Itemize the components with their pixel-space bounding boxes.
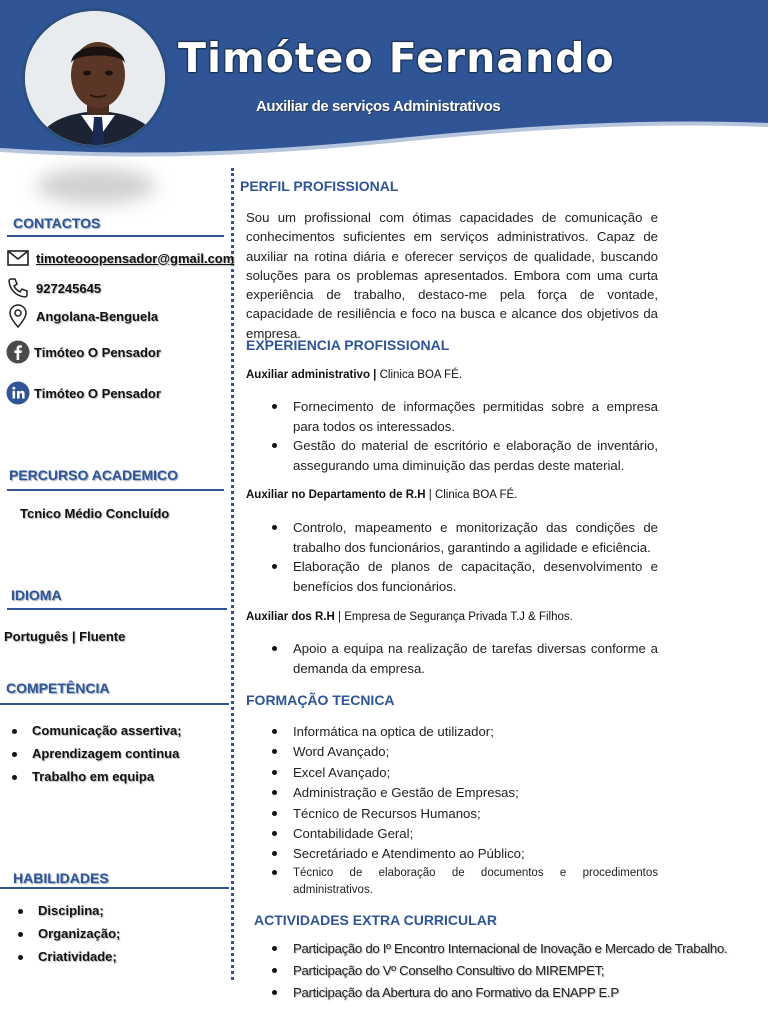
job-company: | Clinica BOA FÉ. xyxy=(425,489,518,501)
training-item: Informática na optica de utilizador; xyxy=(272,722,658,742)
job-company: | Empresa de Segurança Privada T.J & Filhos. xyxy=(334,611,573,623)
training-item: Excel Avançado; xyxy=(272,763,658,783)
training-item: Administração e Gestão de Empresas; xyxy=(272,783,658,803)
job-title: Auxiliar de serviços Administrativos xyxy=(256,98,501,115)
profile-heading: PERFIL PROFISSIONAL xyxy=(240,178,399,194)
decorative-blur xyxy=(36,168,156,204)
job-bullet: Fornecimento de informações permitidas sobre a empresa para todos os interessados. xyxy=(272,397,658,436)
contact-email[interactable] xyxy=(6,246,234,270)
language-value: Português | Fluente xyxy=(4,629,126,644)
competence-rule xyxy=(0,703,229,705)
extra-item: Participação do Vº Conselho Consultivo do MIREMPET; xyxy=(272,960,742,982)
job-3-bullets xyxy=(272,639,658,678)
extra-list xyxy=(272,938,742,1004)
job-role: Auxiliar no Departamento de R.H xyxy=(246,489,426,501)
job-2-title xyxy=(246,489,517,501)
training-heading: FORMAÇÃO TECNICA xyxy=(246,692,395,708)
envelope-icon xyxy=(6,246,30,270)
competence-heading: COMPETÊNCIA xyxy=(6,680,110,696)
column-divider xyxy=(231,168,234,980)
facebook-name[interactable]: Timóteo O Pensador xyxy=(34,344,161,360)
profile-photo xyxy=(22,8,168,148)
contact-phone xyxy=(6,276,101,300)
competence-item: Trabalho em equipa xyxy=(8,769,182,792)
training-item: Secretáriado e Atendimento ao Público; xyxy=(272,844,658,864)
job-bullet: Apoio a equipa na realização de tarefas diversas conforme a demanda da empresa. xyxy=(272,639,658,678)
contact-location xyxy=(6,304,158,328)
extra-item: Participação do Iº Encontro Internacional de Inovação e Mercado de Trabalho. xyxy=(272,938,742,960)
email-link[interactable]: timoteooopensador@gmail.com xyxy=(36,250,235,266)
job-3-title xyxy=(246,611,573,623)
header-banner xyxy=(0,0,768,165)
linkedin-name[interactable]: Timóteo O Pensador xyxy=(34,385,161,401)
location-text: Angolana-Benguela xyxy=(36,308,159,324)
language-heading: IDIOMA xyxy=(11,587,62,603)
competence-item: Aprendizagem continua xyxy=(8,746,182,769)
skills-rule xyxy=(0,887,229,889)
job-bullet: Gestão do material de escritório e elaboração de inventário, assegurando uma diminuição das perdas deste material. xyxy=(272,436,658,475)
phone-number: 927245645 xyxy=(36,280,102,296)
training-item: Contabilidade Geral; xyxy=(272,824,658,844)
job-1-bullets xyxy=(272,397,658,475)
extra-heading: ACTIVIDADES EXTRA CURRICULAR xyxy=(254,912,497,928)
contacts-heading: CONTACTOS xyxy=(13,215,101,231)
academic-heading: PERCURSO ACADEMICO xyxy=(9,467,179,483)
training-item: Técnico de Recursos Humanos; xyxy=(272,804,658,824)
job-role: Auxiliar dos R.H xyxy=(246,611,335,623)
training-item: Técnico de elaboração de documentos e procedimentos administrativos. xyxy=(272,865,658,900)
candidate-name: Timóteo Fernando xyxy=(178,34,615,82)
skill-item: Criatividade; xyxy=(14,949,120,972)
skills-list xyxy=(14,903,120,972)
avatar-portrait xyxy=(25,11,168,148)
job-bullet: Elaboração de planos de capacitação, desenvolvimento e benefícios dos funcionários. xyxy=(272,557,658,596)
profile-text: Sou um profissional com ótimas capacidades de comunicação e conhecimentos suficientes em serviços administrativos. Capaz de auxiliar na rotina diária e oferecer serviços de qualidade, buscando soluções para os problemas apresentados. Embora com uma curta experiência de trabalho, destaco-me pela força de vontade, capacidade de resiliência e foco na busca e alcance dos objetivos da empresa. xyxy=(246,210,658,341)
competence-list xyxy=(8,723,182,792)
phone-icon xyxy=(6,276,30,300)
job-company: Clinica BOA FÉ. xyxy=(376,369,463,381)
facebook-icon xyxy=(6,340,30,364)
skills-heading: HABILIDADES xyxy=(13,870,109,886)
skill-item: Disciplina; xyxy=(14,903,120,926)
location-pin-icon xyxy=(6,304,30,328)
training-item: Word Avançado; xyxy=(272,742,658,762)
contact-linkedin[interactable] xyxy=(6,381,161,405)
extra-item: Participação da Abertura do ano Formativo da ENAPP E.P xyxy=(272,982,742,1004)
job-2-bullets xyxy=(272,518,658,596)
training-list xyxy=(272,722,658,900)
skill-item: Organização; xyxy=(14,926,120,949)
experience-heading: EXPERIENCIA PROFISSIONAL xyxy=(246,337,450,353)
competence-item: Comunicação assertiva; xyxy=(8,723,182,746)
job-role: Auxiliar administrativo | xyxy=(246,369,377,381)
language-rule xyxy=(7,608,227,610)
job-1-title xyxy=(246,369,462,381)
contact-facebook[interactable] xyxy=(6,340,161,364)
job-bullet: Controlo, mapeamento e monitorização das condições de trabalho dos funcionários, garantindo a agilidade e eficiência. xyxy=(272,518,658,557)
academic-value: Tcnico Médio Concluído xyxy=(20,506,170,521)
contacts-rule xyxy=(7,235,224,237)
academic-rule xyxy=(7,489,224,491)
linkedin-icon xyxy=(6,381,30,405)
